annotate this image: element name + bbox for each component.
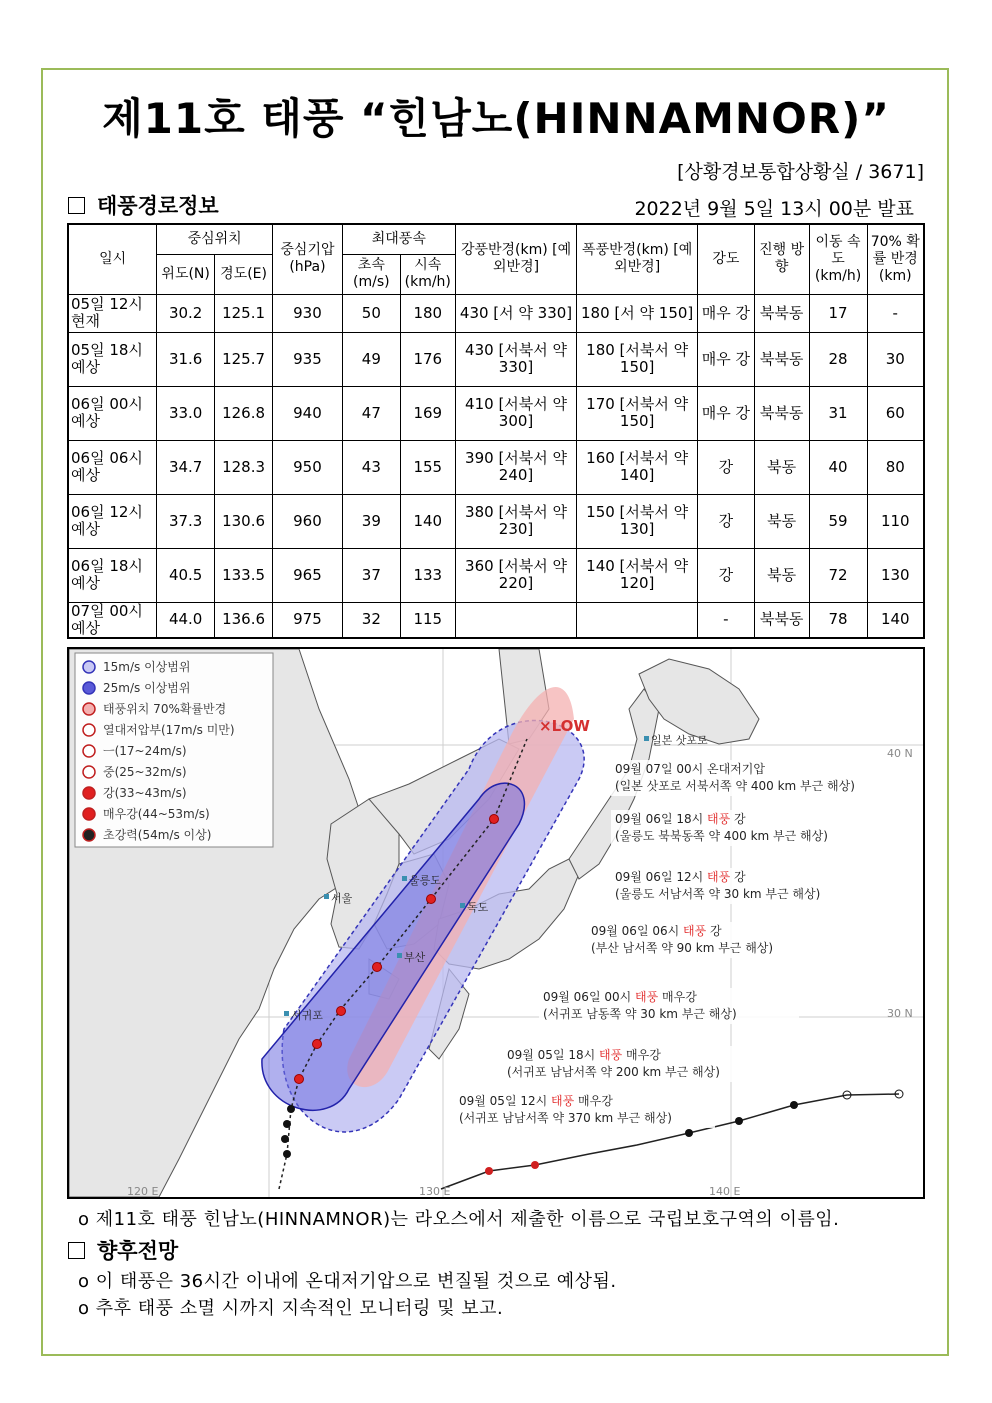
cell-time: 06일 00시 예상 (68, 386, 157, 440)
place-marker (460, 903, 465, 908)
section-title: 향후전망 (97, 1239, 179, 1263)
cell-dir: 북북동 (754, 332, 809, 386)
cell-storm: 150 [서북서 약 130] (577, 494, 698, 548)
header-lon: 경도(E) (215, 254, 273, 294)
place-marker (397, 953, 402, 958)
legend-label: 15m/s 이상범위 (103, 660, 191, 674)
cell-gale: 410 [서북서 약 300] (455, 386, 577, 440)
table-row (68, 440, 924, 494)
previous-track-point (790, 1101, 798, 1109)
cell-dir: 북동 (754, 548, 809, 602)
annotation-typhoon: 태풍 (707, 870, 731, 884)
cell-pres: 965 (273, 548, 343, 602)
cell-ms: 50 (342, 294, 400, 332)
previous-track-point (485, 1167, 493, 1175)
cell-pres: 960 (273, 494, 343, 548)
cell-spd: 59 (809, 494, 867, 548)
cell-spd: 28 (809, 332, 867, 386)
cell-kmh: 176 (400, 332, 455, 386)
cell-lat: 33.0 (157, 386, 215, 440)
cell-ms: 39 (342, 494, 400, 548)
annotation-time: 09월 06일 18시 (615, 812, 708, 826)
page-title: 제11호 태풍 “힌남노(HINNAMNOR)” (102, 94, 890, 143)
cell-lat: 37.3 (157, 494, 215, 548)
past-track-point (283, 1150, 291, 1158)
cell-int: - (697, 602, 754, 638)
cell-time: 06일 12시 예상 (68, 494, 157, 548)
cell-prob: 130 (867, 548, 924, 602)
issued-time: 2022년 9월 5일 13시 00분 발표 (634, 198, 914, 220)
forecast-point (295, 1075, 304, 1084)
annotation-typhoon: 태풍 (635, 990, 659, 1004)
annotation-line1 (615, 869, 746, 884)
place-label: 서울 (331, 892, 353, 905)
place-marker (644, 736, 649, 741)
place-label: 서귀포 (291, 1009, 323, 1022)
forecast-point (337, 1007, 346, 1016)
cell-dir: 북북동 (754, 602, 809, 638)
cell-prob: 140 (867, 602, 924, 638)
place-marker (402, 876, 407, 881)
cell-gale: 390 [서북서 약 240] (455, 440, 577, 494)
legend-swatch (83, 829, 95, 841)
cell-storm: 160 [서북서 약 140] (577, 440, 698, 494)
cell-ms: 49 (342, 332, 400, 386)
cell-kmh: 133 (400, 548, 455, 602)
legend-label: 매우강(44~53m/s) (103, 807, 210, 821)
cell-lat: 44.0 (157, 602, 215, 638)
legend-label: 태풍위치 70%확률반경 (103, 702, 227, 716)
cell-kmh: 155 (400, 440, 455, 494)
past-track-point (287, 1105, 295, 1113)
past-track-point (283, 1120, 291, 1128)
legend-label: 초강력(54m/s 이상) (103, 828, 212, 842)
cell-gale: 380 [서북서 약 230] (455, 494, 577, 548)
cell-int: 매우 강 (697, 332, 754, 386)
annotation-intensity: 강 (730, 812, 746, 826)
header-pressure: 중심기압 (hPa) (273, 224, 343, 294)
cell-lat: 30.2 (157, 294, 215, 332)
cell-lon: 133.5 (215, 548, 273, 602)
cell-kmh: 115 (400, 602, 455, 638)
header-gale: 강풍반경(km) [예외반경] (455, 224, 577, 294)
annotation-line2: (부산 남서쪽 약 90 km 부근 해상) (591, 941, 774, 955)
place-label: 울릉도 (409, 874, 441, 887)
cell-ms: 37 (342, 548, 400, 602)
annotation-line1: 09월 07일 00시 온대저기압 (615, 762, 765, 776)
forecast-point (313, 1040, 322, 1049)
cell-time: 05일 18시 예상 (68, 332, 157, 386)
cell-prob: 60 (867, 386, 924, 440)
table-row (68, 602, 924, 638)
cell-storm (577, 602, 698, 638)
annotation-typhoon: 태풍 (683, 924, 707, 938)
cell-int: 강 (697, 440, 754, 494)
legend-swatch (83, 745, 95, 757)
annotation-line2: (서귀포 남남서쪽 약 370 km 부근 해상) (459, 1111, 672, 1125)
legend-label: 강(33~43m/s) (103, 786, 187, 800)
cell-storm: 180 [서 약 150] (577, 294, 698, 332)
annotation-typhoon: 태풍 (551, 1094, 575, 1108)
cell-lon: 125.1 (215, 294, 273, 332)
cell-lat: 34.7 (157, 440, 215, 494)
annotation-intensity: 강 (730, 870, 746, 884)
cell-dir: 북북동 (754, 386, 809, 440)
place-marker (284, 1011, 289, 1016)
cell-int: 강 (697, 494, 754, 548)
track-table (67, 223, 925, 639)
cell-kmh: 180 (400, 294, 455, 332)
annotation-line1 (507, 1047, 661, 1062)
legend-label: ㅡ(17~24m/s) (103, 744, 187, 758)
cell-lat: 40.5 (157, 548, 215, 602)
cell-pres: 940 (273, 386, 343, 440)
office-label: [상황경보통합상황실 / 3671] (677, 161, 924, 183)
cell-ms: 32 (342, 602, 400, 638)
annotation-time: 09월 05일 18시 (507, 1048, 600, 1062)
legend-label: 중(25~32m/s) (103, 765, 187, 779)
legend-swatch (83, 661, 95, 673)
legend-swatch (83, 766, 95, 778)
annotation-line2: (일본 삿포로 서북서쪽 약 400 km 부근 해상) (615, 779, 855, 793)
grid-label: 120 E (127, 1185, 159, 1197)
section-title: 태풍경로정보 (97, 194, 219, 218)
header-intensity: 강도 (697, 224, 754, 294)
cell-time: 06일 18시 예상 (68, 548, 157, 602)
cell-spd: 31 (809, 386, 867, 440)
checkbox-square (68, 197, 85, 214)
cell-storm: 140 [서북서 약 120] (577, 548, 698, 602)
legend-swatch (83, 724, 95, 736)
cell-gale: 430 [서북서 약 330] (455, 332, 577, 386)
annotation-line2: (서귀포 남동쪽 약 30 km 부근 해상) (543, 1007, 737, 1021)
cell-prob: 80 (867, 440, 924, 494)
annotation-line2: (울릉도 서남서쪽 약 30 km 부근 해상) (615, 887, 821, 901)
annotation-time: 09월 06일 06시 (591, 924, 684, 938)
previous-track-point (735, 1117, 743, 1125)
cell-time: 05일 12시 현재 (68, 294, 157, 332)
header-lat: 위도(N) (157, 254, 215, 294)
cell-storm: 180 [서북서 약 150] (577, 332, 698, 386)
cell-storm: 170 [서북서 약 150] (577, 386, 698, 440)
cell-spd: 40 (809, 440, 867, 494)
forecast-point (490, 815, 499, 824)
table-row (68, 494, 924, 548)
place-label: 독도 (467, 901, 489, 914)
legend-swatch (83, 703, 95, 715)
cell-dir: 북동 (754, 494, 809, 548)
header-kmh: 시속 (km/h) (400, 254, 455, 294)
header-center: 중심위치 (157, 224, 273, 254)
cell-prob: 110 (867, 494, 924, 548)
cell-kmh: 169 (400, 386, 455, 440)
cell-prob: 30 (867, 332, 924, 386)
legend-swatch (83, 787, 95, 799)
forecast-point (373, 963, 382, 972)
cell-pres: 975 (273, 602, 343, 638)
grid-label: 30 N (887, 1007, 913, 1020)
grid-label: 130 E (419, 1185, 451, 1197)
place-label: 부산 (404, 951, 426, 964)
place-label: 일본 삿포로 (651, 734, 708, 747)
cell-gale: 430 [서 약 330] (455, 294, 577, 332)
header-prob: 70% 확률 반경 (km) (867, 224, 924, 294)
cell-gale (455, 602, 577, 638)
cell-pres: 935 (273, 332, 343, 386)
table-row (68, 332, 924, 386)
cell-time: 06일 06시 예상 (68, 440, 157, 494)
cell-pres: 950 (273, 440, 343, 494)
header-maxwind: 최대풍속 (342, 224, 455, 254)
place-marker (324, 894, 329, 899)
legend-swatch (83, 682, 95, 694)
checkbox-square (68, 1242, 85, 1259)
cell-ms: 47 (342, 386, 400, 440)
annotation-intensity: 매우강 (574, 1094, 613, 1108)
previous-track-point (685, 1129, 693, 1137)
annotation-intensity: 매우강 (658, 990, 697, 1004)
header-time: 일시 (68, 224, 157, 294)
header-storm: 폭풍반경(km) [예외반경] (577, 224, 698, 294)
header-direction: 진행 방향 (754, 224, 809, 294)
cell-spd: 17 (809, 294, 867, 332)
grid-label: 40 N (887, 747, 913, 760)
map-svg (69, 649, 923, 1197)
annotation-line1 (615, 811, 746, 826)
header-speed: 이동 속도 (km/h) (809, 224, 867, 294)
legend-label: 열대저압부(17m/s 미만) (103, 723, 235, 737)
cell-dir: 북동 (754, 440, 809, 494)
cell-int: 매우 강 (697, 386, 754, 440)
cell-pres: 930 (273, 294, 343, 332)
legend-swatch (83, 808, 95, 820)
legend-label: 25m/s 이상범위 (103, 681, 191, 695)
table-row (68, 386, 924, 440)
annotation-line2: (서귀포 남남서쪽 약 200 km 부근 해상) (507, 1065, 720, 1079)
forecast-point (427, 895, 436, 904)
cell-dir: 북북동 (754, 294, 809, 332)
past-track-point (281, 1135, 289, 1143)
note-outlook-2: o 추후 태풍 소멸 시까지 지속적인 모니터링 및 보고. (78, 1298, 504, 1319)
low-label: ×LOW (539, 717, 590, 735)
annotation-time: 09월 06일 12시 (615, 870, 708, 884)
section-outlook (68, 1235, 178, 1265)
annotation-line1 (591, 923, 722, 938)
table-row (68, 294, 924, 332)
cell-spd: 78 (809, 602, 867, 638)
annotation-line1 (459, 1093, 613, 1108)
cell-lon: 128.3 (215, 440, 273, 494)
annotation-line1 (543, 989, 697, 1004)
cell-gale: 360 [서북서 약 220] (455, 548, 577, 602)
cell-lat: 31.6 (157, 332, 215, 386)
cell-int: 강 (697, 548, 754, 602)
table-row (68, 548, 924, 602)
note-name-origin: o 제11호 태풍 힌남노(HINNAMNOR)는 라오스에서 제출한 이름으로 국립보호구역의 이름임. (78, 1209, 840, 1230)
annotation-intensity: 매우강 (622, 1048, 661, 1062)
annotation-time: 09월 06일 00시 (543, 990, 636, 1004)
cell-lon: 125.7 (215, 332, 273, 386)
cell-int: 매우 강 (697, 294, 754, 332)
cell-lon: 136.6 (215, 602, 273, 638)
annotation-line2: (울릉도 북북동쪽 약 400 km 부근 해상) (615, 829, 828, 843)
cell-ms: 43 (342, 440, 400, 494)
cell-prob: - (867, 294, 924, 332)
section-track-info (68, 190, 219, 220)
grid-label: 140 E (709, 1185, 741, 1197)
cell-spd: 72 (809, 548, 867, 602)
note-outlook-1: o 이 태풍은 36시간 이내에 온대저기압으로 변질될 것으로 예상됨. (78, 1271, 617, 1292)
cell-lon: 130.6 (215, 494, 273, 548)
annotation-time: 09월 05일 12시 (459, 1094, 552, 1108)
annotation-typhoon: 태풍 (707, 812, 731, 826)
annotation-typhoon: 태풍 (599, 1048, 623, 1062)
cell-lon: 126.8 (215, 386, 273, 440)
cell-kmh: 140 (400, 494, 455, 548)
header-ms: 초속 (m/s) (342, 254, 400, 294)
cell-time: 07일 00시 예상 (68, 602, 157, 638)
annotation-intensity: 강 (706, 924, 722, 938)
previous-track-point (531, 1161, 539, 1169)
track-map (67, 647, 925, 1199)
